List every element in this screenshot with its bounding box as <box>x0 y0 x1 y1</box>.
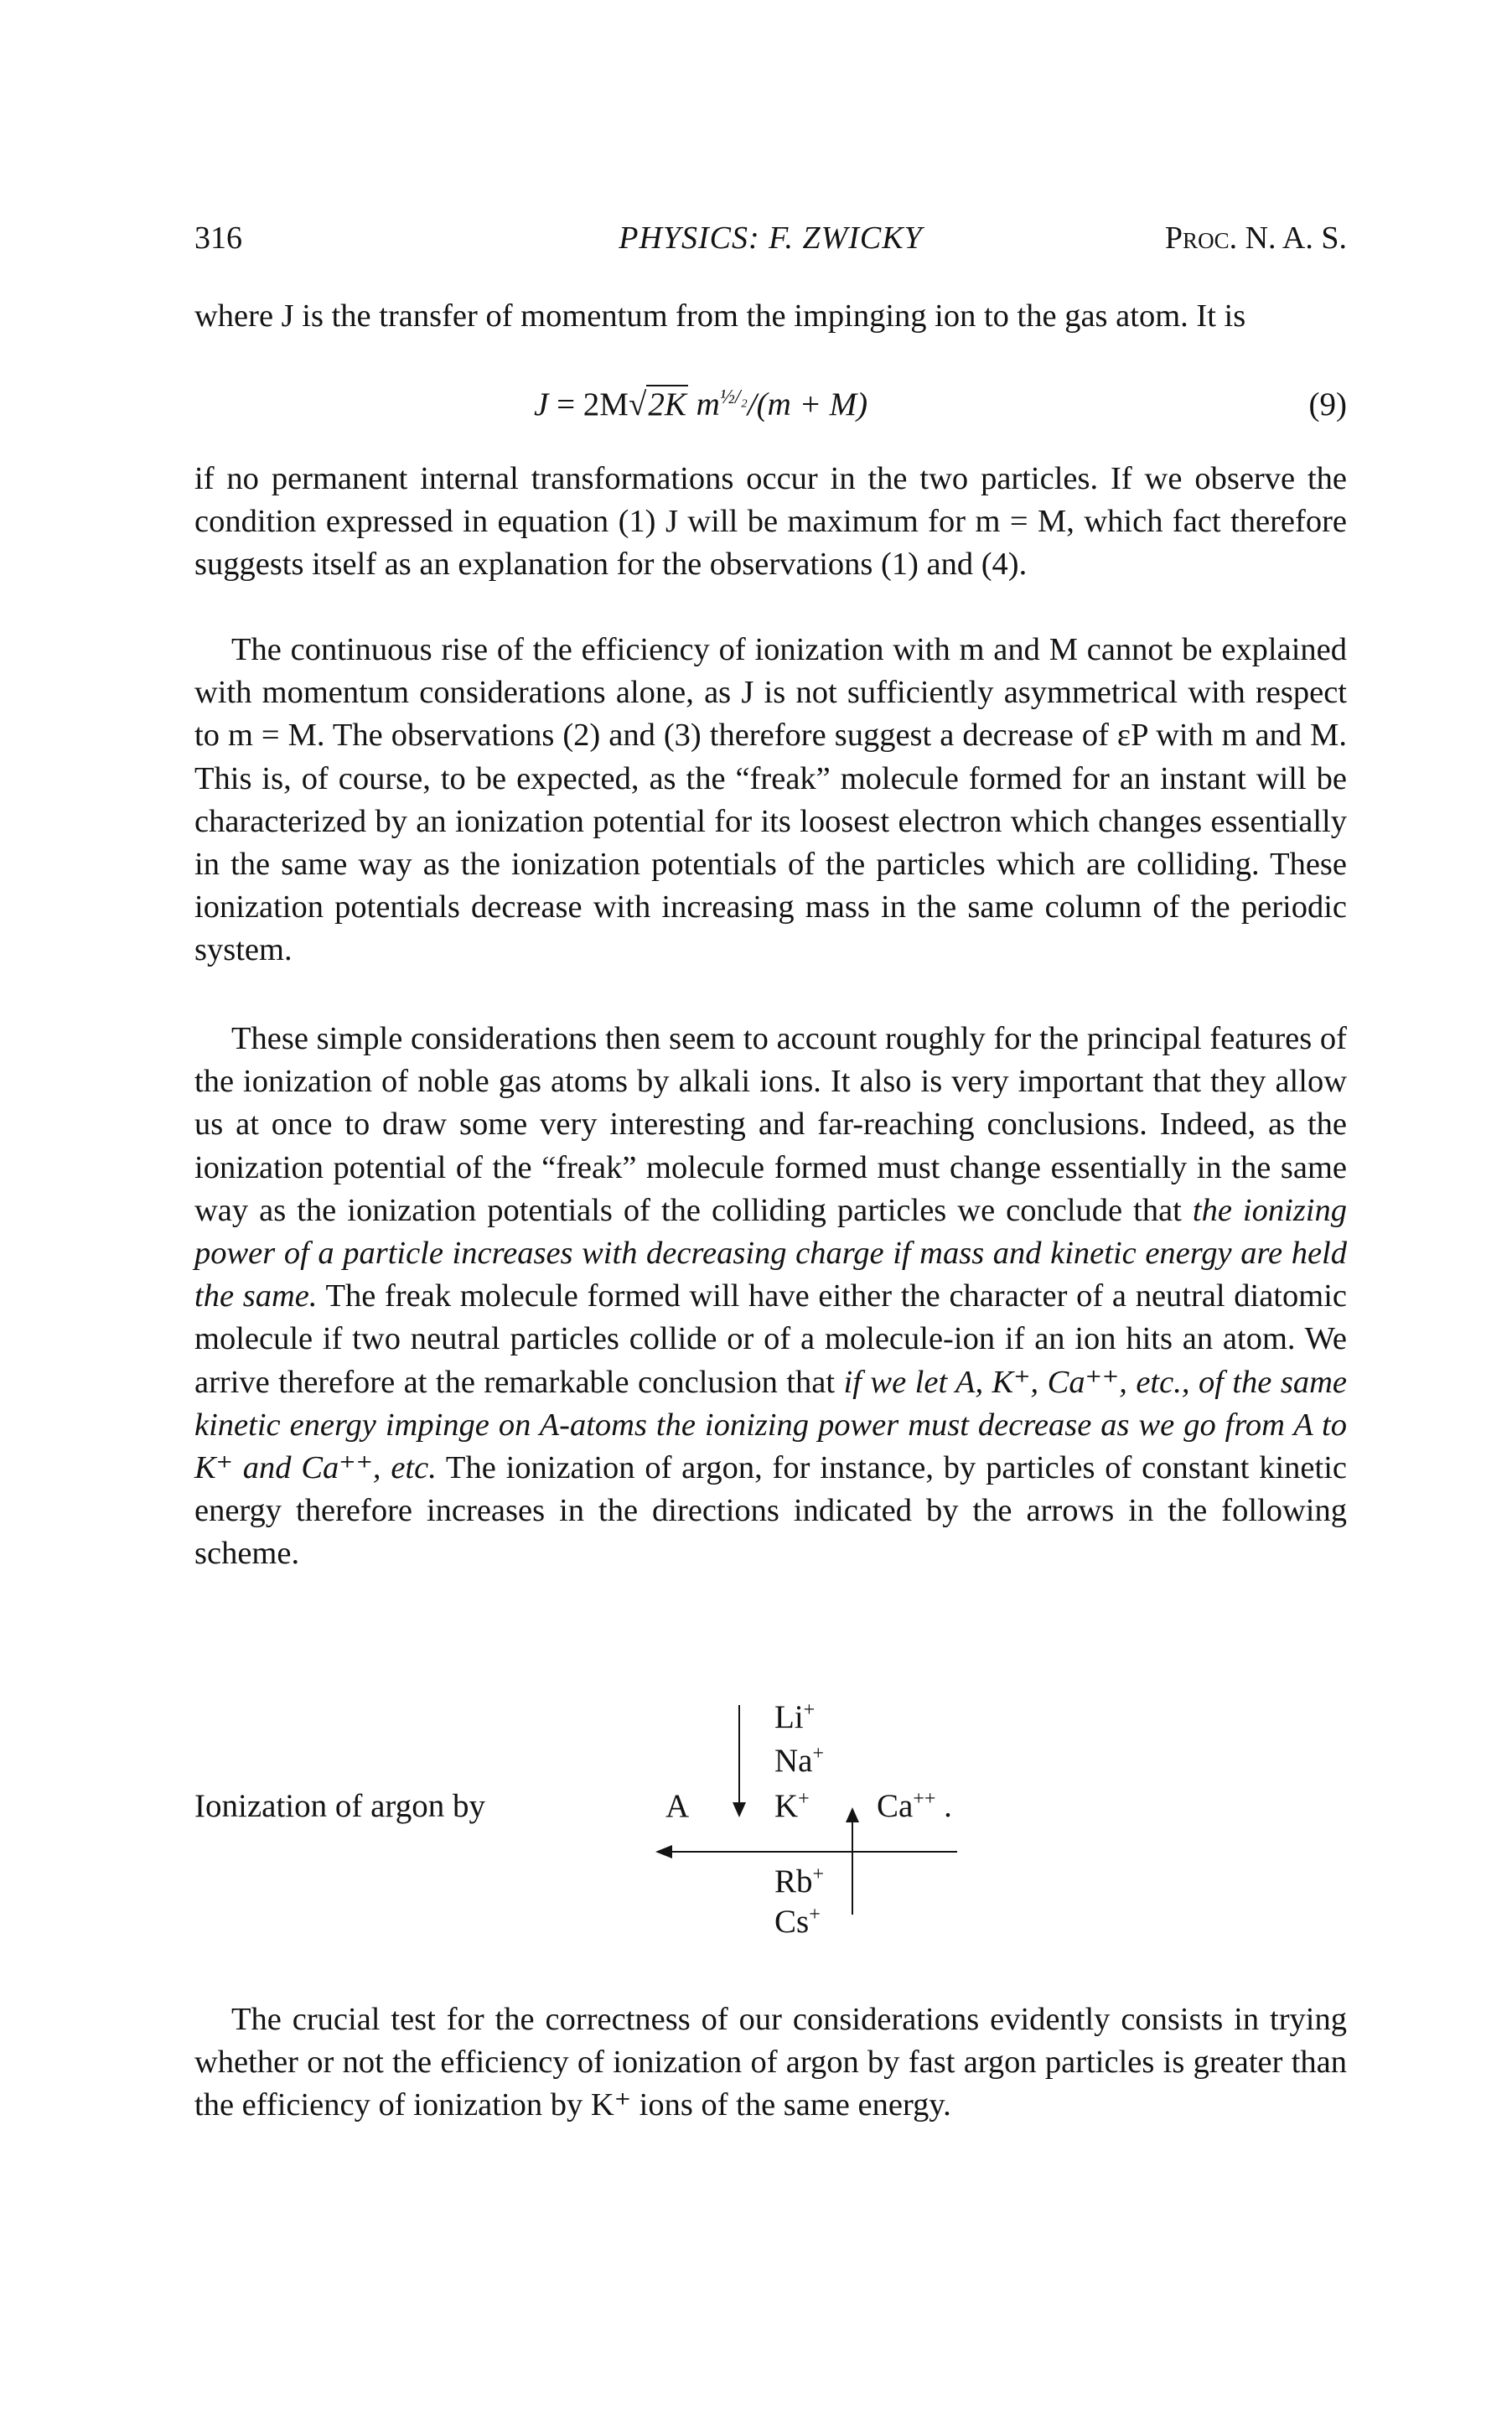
paragraph-4-text-3: The ionization of argon, for instance, by particles of constant kinetic energy therefore increases in the directions indicated by the arrows in the following scheme. <box>194 1450 1347 1572</box>
paragraph-2: if no permanent internal transformations occur in the two particles. If we observe the condition expressed in equation (1) J will be maximum for m = M, which fact therefore suggests itself as an explanation for the observations (1) and (4). <box>194 461 1347 583</box>
paragraph-4-text-2: The freak molecule formed will have either the character of a neutral diatomic molecule if two neutral particles collide or of a molecule-ion if an ion hits an atom. We arrive therefore at the remarkable conclusion that <box>194 1278 1347 1400</box>
equation-9 <box>194 382 1347 429</box>
scheme-rb-symbol: Rb <box>774 1863 813 1900</box>
equation-lhs: J <box>534 386 549 422</box>
paragraph-3: The continuous rise of the efficiency of ionization with m and M cannot be explained with momentum considerations alone, as J is not sufficiently asymmetrical with respect to m = M. The observations (2) and (3) therefore suggest a decrease of εP with m and M. This is, of course, to be expected, as the “freak” molecule formed for an instant will be characterized by an ionization potential for its loosest electron which changes essentially in the same way as the ionization potentials of the particles which are colliding. These ionization potentials decrease with increasing mass in the same column of the periodic system. <box>194 632 1347 968</box>
scheme-ca-trail: . <box>944 1788 952 1824</box>
running-head: PHYSICS: F. ZWICKY <box>619 220 923 256</box>
scheme-k-symbol: K <box>774 1788 799 1824</box>
scheme-cs <box>774 1903 821 1941</box>
scheme-cs-symbol: Cs <box>774 1904 810 1940</box>
scheme-na <box>774 1742 824 1780</box>
scheme-cs-charge: + <box>809 1904 821 1926</box>
journal-name: Proc. N. A. S. <box>1164 220 1347 256</box>
equation-body: J = 2M√2K $m^{\frac{1}{2}/_2}/(m + M)$ <box>534 386 868 422</box>
scheme-ca-charge: ++ <box>913 1788 936 1810</box>
scheme-ca-symbol: Ca <box>877 1788 914 1824</box>
scheme-li <box>774 1698 815 1736</box>
equation-m: m <box>696 386 720 422</box>
equation-exponent: ½/₂ <box>719 386 748 408</box>
up-arrow-icon <box>846 1807 859 1822</box>
equation-rest: /(m + M) <box>747 386 868 422</box>
scheme-label: Ionization of argon by <box>194 1788 485 1824</box>
scheme-ca <box>877 1787 952 1825</box>
scheme-rb <box>774 1863 824 1900</box>
page-number: 316 <box>194 220 242 256</box>
scheme-na-charge: + <box>812 1743 825 1765</box>
equation-radicand: 2K <box>648 386 686 422</box>
equation-equals: = 2M <box>557 386 629 422</box>
vertical-arrow-shaft-lower <box>852 1822 853 1915</box>
scheme-k-charge: + <box>798 1788 810 1810</box>
paragraph-4-emphasis-1: the ionizing power of a particle increases with decreasing charge if mass and kinetic energy are held the same. <box>194 1192 1347 1314</box>
equation-number: (9) <box>1308 386 1347 422</box>
paragraph-4 <box>194 1018 1347 1576</box>
scheme-argon: A <box>665 1788 690 1824</box>
paragraph-4-text-1: These simple considerations then seem to account roughly for the principal features of the ionization of noble gas atoms by alkali ions. It also is very important that they allow us at once to draw some very interesting and far-reaching conclusions. Indeed, as the ionization potential of the “freak” molecule formed must change essentially in the same way as the ionization potentials of the colliding particles we conclude that <box>194 1021 1347 1228</box>
scheme-li-symbol: Li <box>774 1699 804 1735</box>
paragraph-5: The crucial test for the correctness of our considerations evidently consists in trying whether or not the efficiency of ionization of argon by fast argon particles is greater than the efficiency of ionization by K⁺ ions of the same energy. <box>194 2002 1347 2123</box>
down-arrow-icon <box>733 1802 746 1817</box>
scheme-li-charge: + <box>803 1699 816 1721</box>
vertical-arrow-shaft <box>738 1705 740 1807</box>
scheme-na-symbol: Na <box>774 1743 813 1779</box>
page-header <box>194 220 1347 262</box>
paragraph-4-emphasis-2: if we let A, K⁺, Ca⁺⁺, etc., of the same kinetic energy impinge on A-atoms the ionizing power must decrease as we go from A to K⁺ and Ca⁺⁺, etc. <box>194 1364 1348 1486</box>
scheme-k <box>774 1787 810 1825</box>
left-arrow-icon <box>655 1844 957 1859</box>
paragraph-1: where J is the transfer of momentum from the impinging ion to the gas atom. It is <box>194 298 1246 334</box>
scheme-rb-charge: + <box>812 1863 825 1885</box>
